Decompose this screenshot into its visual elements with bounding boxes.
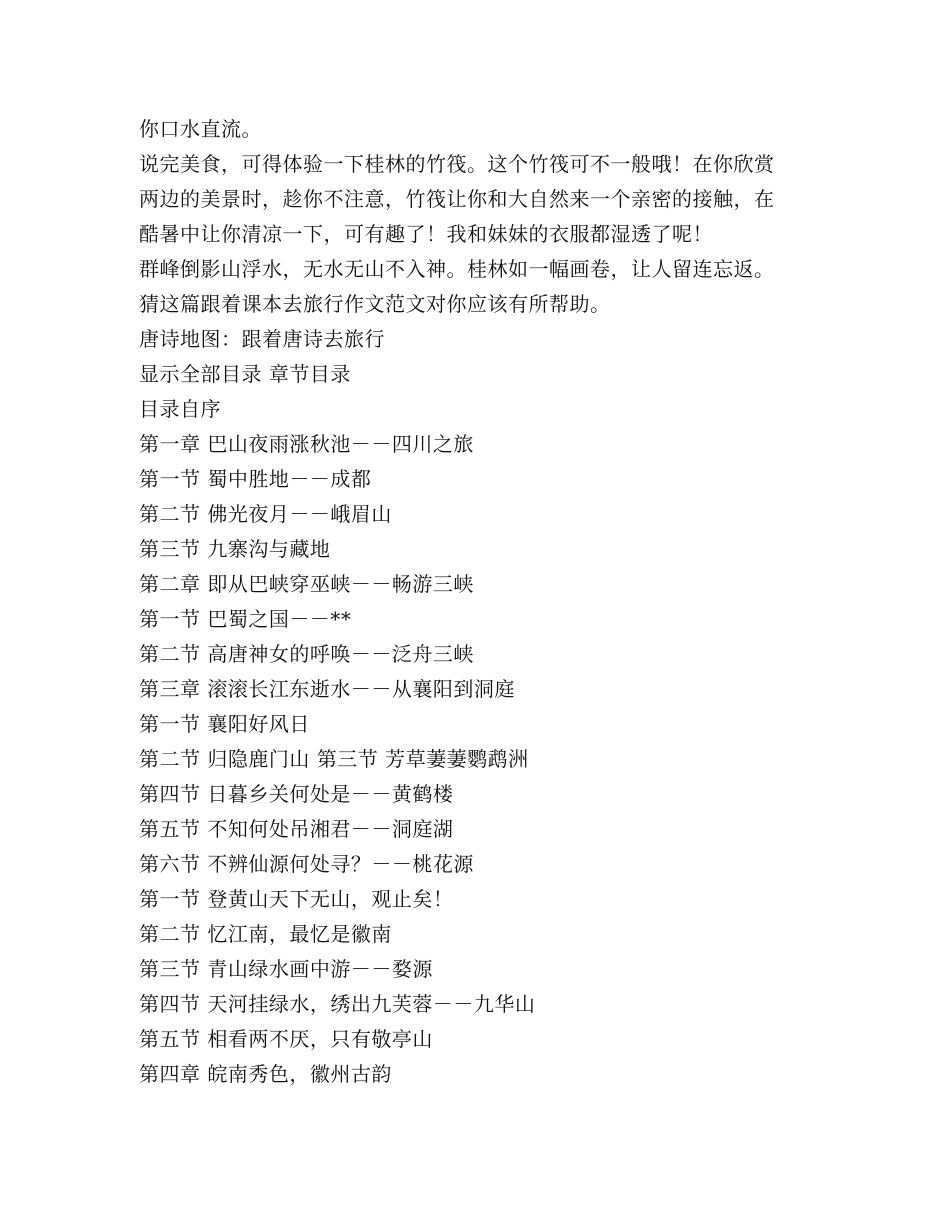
text-line: 群峰倒影山浮水，无水无山不入神。桂林如一幅画卷，让人留连忘返。 — [139, 257, 775, 281]
text-line: 两边的美景时，趁你不注意，竹筏让你和大自然来一个亲密的接触，在 — [139, 187, 775, 211]
text-line: 你口水直流。 — [139, 117, 262, 141]
toc-section: 第六节 不辨仙源何处寻？－－桃花源 — [139, 852, 474, 876]
toc-section: 第三节 青山绿水画中游－－婺源 — [139, 957, 433, 981]
toc-item: 目录自序 — [139, 397, 221, 421]
toc-chapter: 第三章 滚滚长江东逝水－－从襄阳到洞庭 — [139, 677, 515, 701]
toc-section: 第一节 巴蜀之国－－** — [139, 607, 352, 631]
toc-section: 第一节 登黄山天下无山，观止矣！ — [139, 887, 454, 911]
text-line: 说完美食，可得体验一下桂林的竹筏。这个竹筏可不一般哦！在你欣赏 — [139, 152, 775, 176]
toc-section: 第二节 高唐神女的呼唤－－泛舟三峡 — [139, 642, 474, 666]
toc-section: 第五节 不知何处吊湘君－－洞庭湖 — [139, 817, 454, 841]
toc-header: 显示全部目录 章节目录 — [139, 362, 351, 386]
document-body — [139, 112, 819, 1092]
toc-chapter: 第四章 皖南秀色，徽州古韵 — [139, 1062, 392, 1086]
toc-section: 第二节 归隐鹿门山 第三节 芳草萋萋鹦鹉洲 — [139, 747, 529, 771]
toc-section: 第一节 蜀中胜地－－成都 — [139, 467, 372, 491]
toc-section: 第四节 日暮乡关何处是－－黄鹤楼 — [139, 782, 454, 806]
toc-section: 第二节 佛光夜月－－峨眉山 — [139, 502, 392, 526]
toc-section: 第四节 天河挂绿水，绣出九芙蓉－－九华山 — [139, 992, 536, 1016]
toc-section: 第五节 相看两不厌，只有敬亭山 — [139, 1027, 433, 1051]
toc-chapter: 第二章 即从巴峡穿巫峡－－畅游三峡 — [139, 572, 474, 596]
toc-section: 第一节 襄阳好风日 — [139, 712, 310, 736]
text-line: 酷暑中让你清凉一下，可有趣了！我和妹妹的衣服都湿透了呢！ — [139, 222, 713, 246]
toc-section: 第二节 忆江南，最忆是徽南 — [139, 922, 392, 946]
text-line: 猜这篇跟着课本去旅行作文范文对你应该有所帮助。 — [139, 292, 611, 316]
book-title: 唐诗地图：跟着唐诗去旅行 — [139, 327, 385, 351]
toc-chapter: 第一章 巴山夜雨涨秋池－－四川之旅 — [139, 432, 474, 456]
toc-section: 第三节 九寨沟与藏地 — [139, 537, 331, 561]
